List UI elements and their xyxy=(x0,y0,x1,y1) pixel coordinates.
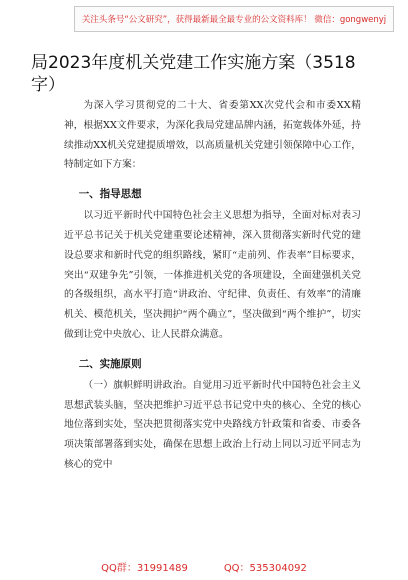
document-body xyxy=(64,96,361,475)
principles-paragraph: （一）旗帜鲜明讲政治。自觉用习近平新时代中国特色社会主义思想武装头脑，坚决把维护习近平总书记党中央的核心、全党的核心地位落到实处，坚决把贯彻落实党中央路线方针政策和省委、市委各项决策部署落到实处，确保在思想上政治上行动上同以习近平同志为核心的党中 xyxy=(64,379,361,470)
intro-paragraph: 为深入学习贯彻党的二十大、省委第XX次党代会和市委XX精神，根据XX文件要求，为深化我局党建品牌内涵，拓宽载体外延，持续推动XX机关党建提质增效，以高质量机关党建引领保障中心工作，特制定如下方案： xyxy=(64,100,361,171)
promo-banner xyxy=(74,6,394,32)
guiding-ideology-paragraph: 以习近平新时代中国特色社会主义思想为指导，全面对标对表习近平总书记关于机关党建重要论述精神，深入贯彻落实新时代党的建设总要求和新时代党的组织路线，紧盯“走前列、作表率”目标要求，突出“双建争先”引领，一体推进机关党的各项建设，全面建强机关党的各级组织，高水平打造“讲政治、守纪律、负责任、有效率”的清廉机关、模范机关，坚决拥护“两个确立”，坚决做到“两个维护”，切实做到让党中央放心、让人民群众满意。 xyxy=(64,210,361,340)
section-heading-guiding-ideology: 一、指导思想 xyxy=(78,188,142,201)
qq-group-number: QQ群：31991489 xyxy=(101,562,188,574)
contact-footer xyxy=(0,556,408,576)
section-heading-principles: 二、实施原则 xyxy=(78,357,142,370)
qq-number: QQ：535304092 xyxy=(223,562,307,574)
promo-banner-text: 关注头条号“公文研究”，获得最新最全最专业的公文资料库！ 微信：gongwenyj xyxy=(81,15,387,25)
document-title: 局2023年度机关党建工作实施方案（3518字） xyxy=(31,53,356,95)
